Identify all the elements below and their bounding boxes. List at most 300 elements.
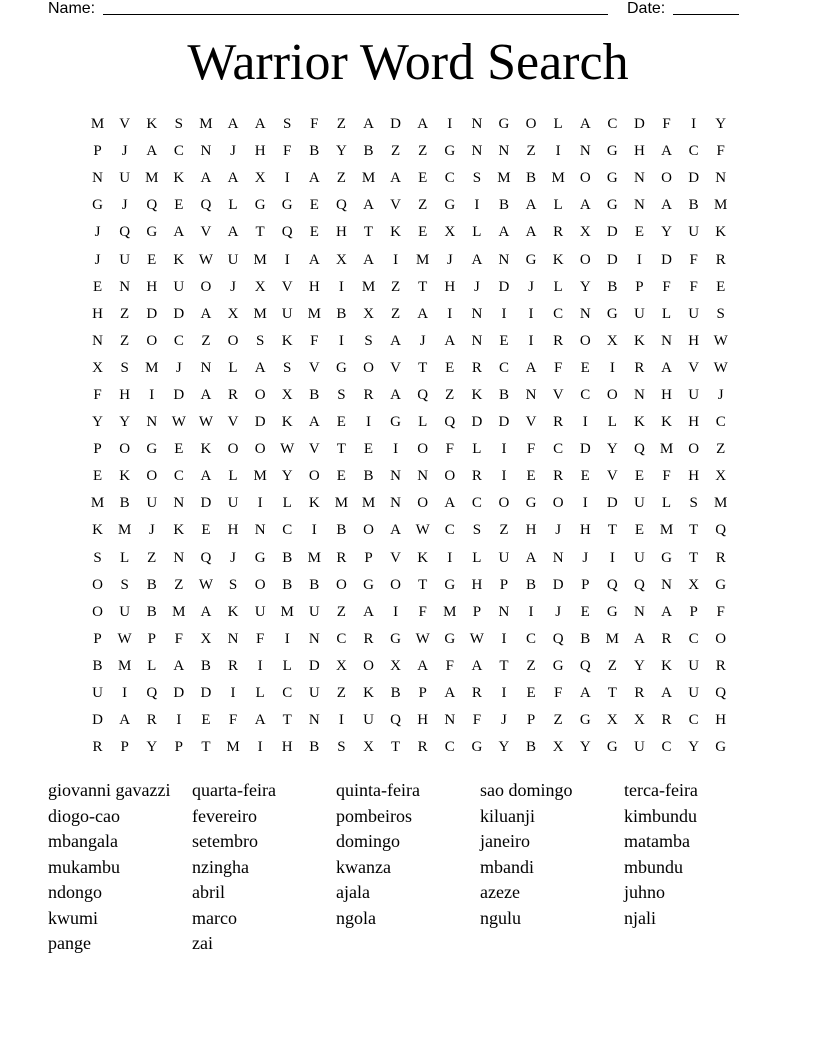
grid-letter: J [94, 224, 101, 241]
grid-letter: N [200, 143, 212, 160]
grid-letter: A [579, 685, 591, 702]
grid-letter: F [526, 441, 536, 458]
grid-letter: O [146, 332, 158, 349]
grid-letter: T [201, 739, 211, 756]
grid-letter: K [363, 685, 374, 702]
grid-letter: R [471, 685, 482, 702]
grid-letter: G [444, 576, 456, 593]
grid-letter: K [281, 332, 293, 349]
grid-letter: F [662, 468, 671, 485]
grid-letter: B [580, 630, 591, 647]
word-list-item: kwanza [336, 856, 391, 877]
grid-letter: F [174, 630, 183, 647]
grid-letter: M [253, 468, 267, 485]
grid-letter: I [501, 305, 507, 322]
grid-letter: N [390, 495, 401, 512]
grid-letter: V [390, 359, 401, 376]
grid-letter: U [119, 603, 131, 620]
grid-letter: W [280, 441, 295, 458]
grid-letter: N [498, 251, 510, 268]
grid-letter: K [552, 251, 564, 268]
grid-letter: U [227, 251, 239, 268]
grid-letter: Z [418, 143, 428, 160]
grid-letter: I [501, 468, 507, 485]
grid-letter: A [254, 116, 266, 133]
grid-letter: K [173, 170, 185, 187]
grid-letter: R [661, 712, 672, 729]
grid-letter: K [715, 224, 727, 241]
grid-letter: X [606, 712, 618, 729]
grid-letter: P [526, 712, 536, 729]
letter-grid [84, 111, 734, 761]
grid-letter: U [173, 278, 185, 295]
grid-letter: E [634, 224, 644, 241]
grid-letter: R [471, 359, 482, 376]
grid-letter: M [117, 522, 132, 539]
grid-letter: O [661, 170, 672, 187]
grid-letter: F [662, 116, 671, 133]
grid-letter: G [363, 576, 374, 593]
grid-letter: C [580, 386, 591, 403]
grid-letter: U [254, 603, 266, 620]
grid-letter: N [579, 143, 591, 160]
grid-letter: X [254, 170, 266, 187]
grid-letter: W [171, 414, 186, 431]
grid-letter: O [579, 332, 591, 349]
grid-letter: A [525, 359, 537, 376]
grid-letter: X [444, 224, 456, 241]
grid-letter: R [417, 739, 428, 756]
grid-letter: S [120, 359, 129, 376]
grid-letter: R [661, 630, 672, 647]
grid-letter: J [121, 197, 128, 214]
grid-letter: Z [390, 143, 401, 160]
word-list-item: azeze [480, 882, 520, 902]
grid-letter: E [526, 468, 536, 485]
grid-letter: W [198, 251, 213, 268]
grid-letter: I [338, 332, 344, 349]
grid-letter: C [526, 630, 537, 647]
grid-letter: L [228, 468, 238, 485]
grid-letter: O [688, 441, 700, 458]
grid-letter: J [555, 522, 562, 539]
grid-letter: R [228, 386, 239, 403]
grid-letter: R [336, 549, 347, 566]
grid-letter: M [334, 495, 349, 512]
grid-letter: I [393, 441, 399, 458]
grid-letter: M [172, 603, 186, 620]
grid-letter: G [552, 657, 564, 674]
grid-letter: D [471, 414, 483, 431]
grid-letter: F [283, 143, 292, 160]
grid-letter: I [311, 522, 317, 539]
grid-letter: I [447, 549, 453, 566]
grid-letter: X [634, 712, 645, 729]
grid-letter: I [393, 251, 399, 268]
grid-letter: Y [281, 468, 293, 485]
grid-letter: L [228, 197, 238, 214]
grid-letter: Q [390, 712, 401, 729]
grid-letter: A [579, 197, 591, 214]
grid-letter: M [226, 739, 240, 756]
grid-letter: H [417, 712, 429, 729]
grid-letter: X [688, 576, 700, 593]
grid-letter: A [579, 116, 591, 133]
grid-letter: Q [552, 630, 564, 647]
grid-letter: J [230, 143, 236, 160]
grid-letter: Z [445, 386, 455, 403]
grid-letter: T [689, 549, 699, 566]
grid-letter: D [688, 170, 700, 187]
word-list-item: mukambu [48, 856, 120, 877]
grid-letter: I [528, 332, 534, 349]
grid-letter: K [661, 414, 672, 431]
grid-letter: Z [174, 576, 184, 593]
grid-letter: H [471, 576, 483, 593]
grid-letter: N [661, 576, 672, 593]
grid-letter: A [525, 549, 537, 566]
grid-letter: F [716, 143, 725, 160]
grid-letter: X [715, 468, 727, 485]
grid-letter: U [634, 305, 645, 322]
grid-letter: A [200, 170, 212, 187]
grid-letter: E [92, 278, 103, 295]
grid-letter: D [606, 224, 618, 241]
grid-letter: R [363, 386, 374, 403]
grid-letter: N [200, 359, 212, 376]
grid-letter: L [282, 657, 292, 674]
grid-letter: U [146, 495, 158, 512]
grid-letter: V [200, 224, 212, 241]
grid-letter: G [606, 603, 618, 620]
grid-letter: H [688, 468, 700, 485]
grid-letter: N [471, 305, 483, 322]
grid-letter: S [337, 386, 346, 403]
grid-letter: E [309, 197, 319, 214]
grid-letter: G [444, 197, 456, 214]
grid-letter: Q [715, 685, 727, 702]
grid-letter: F [553, 359, 563, 376]
grid-letter: J [148, 522, 155, 539]
grid-letter: P [174, 739, 183, 756]
grid-letter: P [689, 603, 698, 620]
grid-letter: L [472, 441, 482, 458]
grid-letter: O [390, 576, 401, 593]
grid-letter: N [661, 332, 672, 349]
grid-letter: B [336, 522, 347, 539]
grid-letter: M [90, 116, 105, 133]
grid-letter: R [553, 224, 564, 241]
grid-letter: I [257, 657, 263, 674]
grid-letter: Z [418, 197, 428, 214]
grid-letter: J [528, 278, 534, 295]
grid-letter: O [363, 657, 374, 674]
grid-letter: G [715, 576, 727, 593]
word-list-item: pombeiros [336, 805, 412, 826]
grid-letter: C [444, 739, 455, 756]
grid-letter: C [498, 359, 509, 376]
grid-letter: B [200, 657, 211, 674]
grid-letter: A [661, 197, 672, 214]
grid-letter: H [634, 143, 645, 160]
grid-letter: A [363, 603, 374, 620]
grid-letter: Q [200, 549, 212, 566]
grid-letter: A [200, 386, 212, 403]
grid-letter: K [634, 332, 645, 349]
grid-letter: T [282, 712, 292, 729]
grid-letter: A [308, 251, 320, 268]
grid-letter: S [120, 576, 129, 593]
grid-letter: O [525, 116, 537, 133]
grid-letter: N [634, 603, 645, 620]
grid-letter: Q [119, 224, 131, 241]
grid-letter: M [90, 495, 105, 512]
grid-letter: A [444, 332, 456, 349]
grid-letter: R [634, 685, 645, 702]
grid-letter: P [147, 630, 156, 647]
grid-letter: U [498, 549, 510, 566]
name-blank-line [103, 14, 608, 15]
grid-letter: M [361, 170, 376, 187]
grid-letter: U [634, 739, 645, 756]
grid-letter: O [254, 576, 266, 593]
grid-letter: G [606, 143, 618, 160]
grid-letter: I [230, 685, 236, 702]
grid-letter: R [146, 712, 157, 729]
grid-letter: N [173, 549, 185, 566]
grid-letter: Z [390, 305, 401, 322]
grid-letter: N [471, 116, 483, 133]
grid-letter: R [228, 657, 239, 674]
word-list-item: diogo-cao [48, 805, 120, 826]
grid-letter: Z [716, 441, 726, 458]
grid-letter: N [634, 386, 645, 403]
word-list-item: mbandi [480, 856, 534, 877]
grid-letter: H [525, 522, 537, 539]
grid-letter: V [281, 278, 293, 295]
grid-letter: N [498, 143, 510, 160]
grid-letter: S [472, 522, 482, 539]
grid-letter: F [689, 278, 698, 295]
grid-letter: I [691, 116, 697, 133]
grid-letter: J [175, 359, 182, 376]
grid-letter: J [473, 278, 480, 295]
grid-letter: D [498, 414, 510, 431]
grid-letter: N [579, 305, 591, 322]
grid-letter: X [254, 278, 266, 295]
grid-letter: H [308, 278, 320, 295]
grid-letter: C [688, 630, 699, 647]
grid-letter: W [198, 576, 213, 593]
grid-letter: B [146, 603, 157, 620]
grid-letter: B [526, 170, 537, 187]
grid-letter: G [661, 549, 672, 566]
grid-letter: A [363, 251, 374, 268]
word-list-item: ndongo [48, 882, 102, 902]
grid-letter: F [93, 386, 102, 403]
grid-letter: D [606, 495, 618, 512]
grid-letter: M [443, 603, 457, 620]
grid-letter: O [444, 468, 456, 485]
grid-letter: B [119, 495, 130, 512]
grid-letter: C [553, 441, 564, 458]
grid-letter: O [200, 278, 212, 295]
grid-letter: D [173, 386, 185, 403]
grid-letter: L [661, 305, 672, 322]
grid-letter: R [634, 359, 645, 376]
grid-letter: B [309, 576, 320, 593]
grid-letter: H [227, 522, 239, 539]
word-list-item: juhno [624, 882, 666, 902]
grid-letter: J [582, 549, 589, 566]
grid-letter: R [553, 332, 564, 349]
word-list-item: mbundu [624, 856, 684, 877]
grid-letter: L [282, 495, 292, 512]
grid-letter: Z [120, 305, 130, 322]
grid-letter: Z [336, 685, 346, 702]
grid-letter: N [92, 332, 103, 349]
word-list-item: ngulu [480, 907, 522, 928]
grid-letter: Q [200, 197, 212, 214]
grid-letter: C [661, 739, 672, 756]
grid-letter: U [688, 685, 700, 702]
grid-letter: E [580, 603, 590, 620]
grid-letter: M [280, 603, 294, 620]
grid-letter: T [418, 278, 428, 295]
grid-letter: O [498, 495, 510, 512]
grid-letter: G [606, 197, 618, 214]
grid-letter: I [501, 630, 507, 647]
grid-letter: I [338, 712, 344, 729]
grid-letter: F [445, 657, 454, 674]
grid-letter: R [92, 739, 103, 756]
grid-letter: A [634, 630, 645, 647]
grid-letter: G [579, 712, 591, 729]
grid-letter: D [173, 305, 185, 322]
grid-letter: Q [579, 657, 591, 674]
grid-letter: C [607, 116, 618, 133]
grid-letter: K [390, 224, 401, 241]
grid-letter: F [553, 685, 563, 702]
grid-letter: I [393, 603, 399, 620]
grid-letter: R [715, 657, 726, 674]
grid-letter: U [634, 495, 645, 512]
grid-letter: Z [336, 603, 346, 620]
grid-letter: D [254, 414, 266, 431]
grid-letter: L [228, 359, 238, 376]
grid-letter: U [363, 712, 374, 729]
grid-letter: U [281, 305, 293, 322]
grid-letter: Q [146, 685, 158, 702]
grid-letter: M [361, 278, 376, 295]
grid-letter: H [688, 332, 700, 349]
grid-letter: U [227, 495, 239, 512]
word-list-item: kwumi [48, 907, 99, 928]
grid-letter: B [363, 468, 374, 485]
grid-letter: X [335, 251, 347, 268]
grid-letter: Z [201, 332, 211, 349]
word-list-item: ngola [336, 907, 376, 928]
grid-letter: G [146, 441, 158, 458]
grid-letter: A [661, 603, 672, 620]
grid-letter: M [416, 251, 430, 268]
grid-letter: D [579, 441, 591, 458]
grid-letter: C [282, 522, 293, 539]
grid-letter: B [92, 657, 103, 674]
grid-letter: T [418, 359, 428, 376]
grid-letter: V [390, 549, 401, 566]
grid-letter: U [688, 305, 700, 322]
grid-letter: F [445, 441, 454, 458]
grid-letter: M [307, 305, 321, 322]
grid-letter: G [335, 359, 347, 376]
grid-letter: E [445, 359, 455, 376]
grid-letter: E [716, 278, 726, 295]
grid-letter: K [146, 116, 158, 133]
grid-letter: N [254, 522, 266, 539]
grid-letter: I [338, 278, 344, 295]
grid-letter: O [715, 630, 727, 647]
grid-letter: N [308, 630, 320, 647]
word-list-item: setembro [192, 831, 258, 851]
grid-letter: A [661, 359, 672, 376]
grid-letter: P [499, 576, 509, 593]
word-list-item: kimbundu [624, 805, 698, 826]
grid-letter: Z [336, 170, 346, 187]
grid-letter: A [417, 657, 429, 674]
grid-letter: A [254, 712, 266, 729]
word-list-item: marco [192, 907, 237, 928]
grid-letter: D [200, 495, 212, 512]
grid-letter: N [471, 143, 483, 160]
grid-letter: R [553, 468, 564, 485]
grid-letter: N [92, 170, 103, 187]
grid-letter: Z [120, 332, 130, 349]
grid-letter: Y [606, 441, 618, 458]
grid-letter: W [469, 630, 484, 647]
grid-letter: A [661, 143, 672, 160]
grid-letter: D [146, 305, 158, 322]
word-list-item: janeiro [480, 831, 530, 851]
grid-letter: W [415, 522, 430, 539]
grid-letter: O [254, 386, 266, 403]
name-label: Name: [48, 0, 96, 17]
grid-letter: U [634, 549, 645, 566]
grid-letter: F [662, 278, 671, 295]
grid-letter: V [552, 386, 564, 403]
grid-letter: A [471, 657, 483, 674]
grid-letter: P [418, 685, 427, 702]
grid-letter: S [689, 495, 698, 512]
grid-letter: Q [444, 414, 456, 431]
grid-letter: Y [146, 739, 158, 756]
grid-letter: O [363, 359, 374, 376]
grid-letter: D [308, 657, 320, 674]
grid-letter: A [444, 495, 456, 512]
grid-letter: A [200, 603, 212, 620]
word-list-item: njali [624, 907, 656, 928]
grid-letter: D [606, 251, 618, 268]
grid-letter: T [689, 522, 699, 539]
grid-letter: G [92, 197, 103, 214]
grid-letter: I [447, 305, 453, 322]
grid-letter: M [497, 170, 511, 187]
grid-letter: E [634, 468, 644, 485]
grid-letter: N [390, 468, 401, 485]
grid-letter: T [255, 224, 265, 241]
grid-letter: N [634, 197, 645, 214]
grid-letter: O [92, 576, 103, 593]
